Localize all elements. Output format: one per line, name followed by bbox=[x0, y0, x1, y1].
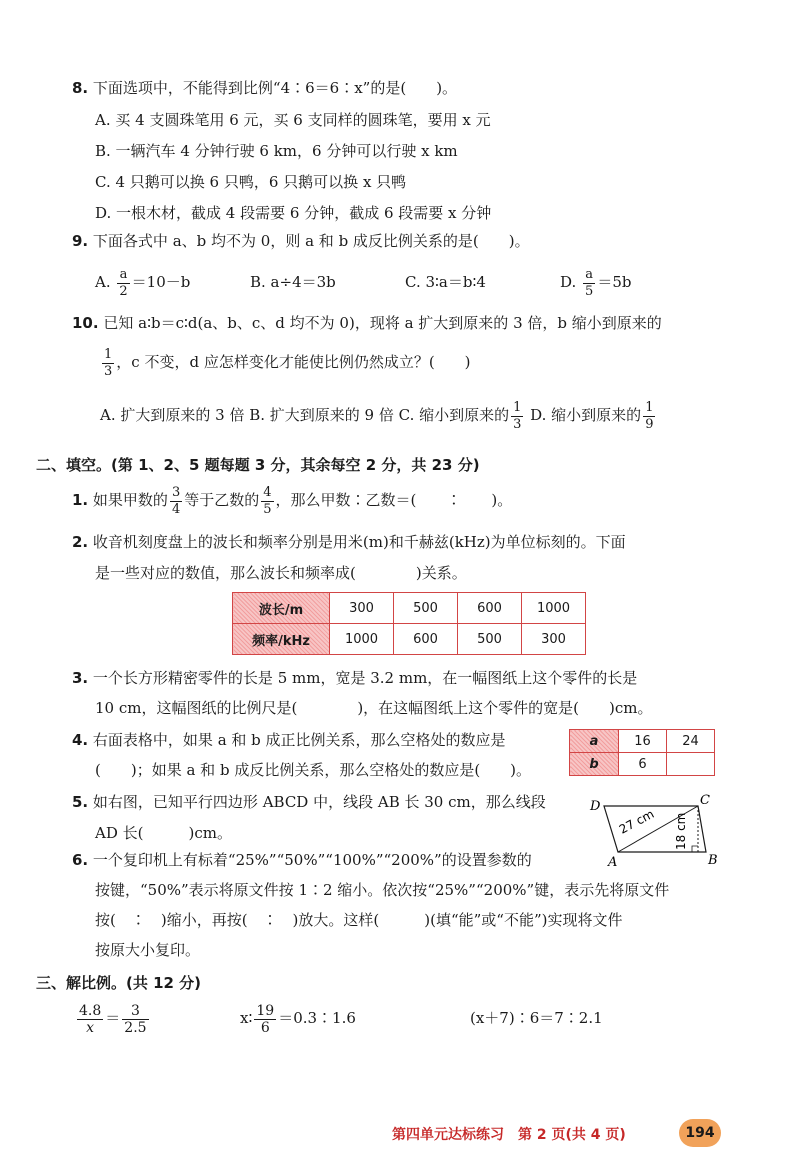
q9-a-label: A. bbox=[95, 273, 111, 291]
f6-number: 6. bbox=[72, 851, 89, 869]
q8-stem bbox=[72, 78, 457, 98]
f1-text2: 等于乙数的 bbox=[184, 491, 260, 509]
q9-stem bbox=[72, 231, 530, 251]
row-label-a: a bbox=[570, 730, 619, 753]
f5-line1 bbox=[72, 792, 546, 812]
f1-fraction1: $\frac{3}{4}$ bbox=[171, 484, 181, 517]
table-cell: 24 bbox=[667, 730, 715, 753]
section-3-heading: 三、解比例。(共 12 分) bbox=[36, 974, 202, 992]
f1-fraction2: $\frac{4}{5}$ bbox=[263, 484, 272, 517]
q8-option-d: D. 一根木材，截成 4 段需要 6 分钟，截成 6 段需要 x 分钟 bbox=[95, 204, 492, 222]
q9-text: 下面各式中 a、b 均不为 0，则 a 和 b 成反比例关系的是( )。 bbox=[92, 232, 530, 250]
q8-option-a: A. 买 4 支圆珠笔用 6 元，买 6 支同样的圆珠笔，要用 x 元 bbox=[95, 111, 491, 129]
f6-line2: 按键，“50%”表示将原文件按 1∶2 缩小。依次按“25%”“200%”键，表示先将原文件 bbox=[95, 881, 670, 899]
table-cell: 500 bbox=[394, 593, 458, 624]
table-row bbox=[233, 593, 586, 624]
row-label-wavelength: 波长/m bbox=[233, 593, 330, 624]
footer-text: 第四单元达标练习 第 2 页(共 4 页) bbox=[392, 1127, 626, 1143]
table-cell: 600 bbox=[394, 624, 458, 655]
parallelogram-figure bbox=[582, 790, 722, 870]
right-angle-mark bbox=[692, 846, 698, 852]
f3-text1: 一个长方形精密零件的长是 5 mm，宽是 3.2 mm，在一幅图纸上这个零件的长是 bbox=[92, 669, 638, 687]
f6-line3: 按( ∶ )缩小，再按( ∶ )放大。这样( )(填“能”或“不能”)实现将文件 bbox=[95, 911, 623, 929]
q9-a-rest: ＝10－b bbox=[131, 273, 191, 291]
q10-c-fraction: $\frac{1}{3}$ bbox=[513, 399, 522, 432]
q10-d-fraction: $\frac{1}{9}$ bbox=[645, 399, 654, 432]
q10-text2: ，c 不变，d 应怎样变化才能使比例仍然成立？( ) bbox=[116, 353, 471, 371]
f6-line4: 按原大小复印。 bbox=[95, 941, 201, 959]
q9-option-d bbox=[560, 264, 631, 300]
row-label-b: b bbox=[570, 753, 619, 776]
table-cell: 500 bbox=[458, 624, 522, 655]
vertex-c-label: C bbox=[700, 793, 710, 808]
eq2-prefix: x∶ bbox=[240, 1009, 253, 1027]
f4-text1: 右面表格中，如果 a 和 b 成正比例关系，那么空格处的数应是 bbox=[92, 731, 506, 749]
table-cell: 300 bbox=[330, 593, 394, 624]
eq2-fraction: $\frac{19}{6}$ bbox=[256, 1002, 275, 1036]
f5-number: 5. bbox=[72, 793, 89, 811]
table-cell-empty bbox=[667, 753, 715, 776]
proportion-equation-1 bbox=[75, 998, 151, 1038]
q9-a-fraction: $\frac{a}{2}$ bbox=[119, 266, 128, 299]
table-cell: 1000 bbox=[330, 624, 394, 655]
f5-text1: 如右图，已知平行四边形 ABCD 中，线段 AB 长 30 cm，那么线段 bbox=[92, 793, 546, 811]
table-cell: 1000 bbox=[522, 593, 586, 624]
q10-text1: 已知 a∶b＝c∶d(a、b、c、d 均不为 0)，现将 a 扩大到原来的 3 倍，b 缩小到原来的 bbox=[103, 314, 662, 332]
vertex-d-label: D bbox=[590, 799, 601, 814]
q10-options bbox=[100, 396, 657, 434]
f5-line2: AD 长( )cm。 bbox=[95, 824, 232, 842]
table-cell: 600 bbox=[458, 593, 522, 624]
f6-text1: 一个复印机上有标着“25%”“50%”“100%”“200%”的设置参数的 bbox=[92, 851, 532, 869]
q8-number: 8. bbox=[72, 79, 89, 97]
table-cell: 300 bbox=[522, 624, 586, 655]
q9-option-c: C. 3∶a＝b∶4 bbox=[405, 273, 486, 291]
q9-option-a bbox=[95, 264, 190, 300]
table-row bbox=[570, 730, 715, 753]
q10-line2 bbox=[100, 344, 471, 380]
f6-line1 bbox=[72, 850, 532, 870]
q9-d-rest: ＝5b bbox=[597, 273, 632, 291]
table-row bbox=[570, 753, 715, 776]
eq1-equals: ＝ bbox=[105, 1009, 121, 1027]
q8-text: 下面选项中，不能得到比例“4∶6＝6∶x”的是( )。 bbox=[92, 79, 458, 97]
q9-d-fraction: $\frac{a}{5}$ bbox=[585, 266, 594, 299]
q8-option-c: C. 4 只鹅可以换 6 只鸭，6 只鹅可以换 x 只鸭 bbox=[95, 173, 407, 191]
f2-line1 bbox=[72, 532, 626, 552]
f3-line1 bbox=[72, 668, 637, 688]
f1-text3: ，那么甲数∶乙数＝( ∶ )。 bbox=[275, 491, 513, 509]
row-label-frequency: 频率/kHz bbox=[233, 624, 330, 655]
proportion-equation-2 bbox=[240, 998, 356, 1038]
table-row bbox=[233, 624, 586, 655]
wavelength-frequency-table bbox=[232, 592, 586, 655]
f2-line2: 是一些对应的数值，那么波长和频率成( )关系。 bbox=[95, 564, 467, 582]
q10-options-abc: A. 扩大到原来的 3 倍 B. 扩大到原来的 9 倍 C. 缩小到原来的 bbox=[100, 406, 510, 424]
q10-fraction: $\frac{1}{3}$ bbox=[104, 346, 113, 379]
section-2-heading: 二、填空。(第 1、2、5 题每题 3 分，其余每空 2 分，共 23 分) bbox=[36, 456, 480, 474]
f1-number: 1. bbox=[72, 491, 89, 509]
table-cell: 6 bbox=[619, 753, 667, 776]
f3-number: 3. bbox=[72, 669, 89, 687]
f3-line2: 10 cm，这幅图纸的比例尺是( )，在这幅图纸上这个零件的宽是( )cm。 bbox=[95, 699, 653, 717]
vertex-a-label: A bbox=[608, 855, 618, 870]
q9-option-b: B. a÷4＝3b bbox=[250, 273, 336, 291]
q10-line1 bbox=[72, 313, 662, 333]
f1-line bbox=[72, 480, 512, 520]
proportion-equation-3: (x＋7)∶6＝7∶2.1 bbox=[470, 1009, 603, 1027]
page-number-badge: 194 bbox=[679, 1119, 721, 1147]
f2-number: 2. bbox=[72, 533, 89, 551]
vertex-b-label: B bbox=[708, 853, 718, 868]
q8-option-b: B. 一辆汽车 4 分钟行驶 6 km，6 分钟可以行驶 x km bbox=[95, 142, 458, 160]
f4-line1 bbox=[72, 730, 506, 750]
q9-number: 9. bbox=[72, 232, 89, 250]
q10-option-d: D. 缩小到原来的 bbox=[525, 406, 642, 424]
q10-number: 10. bbox=[72, 314, 99, 332]
eq2-suffix: ＝0.3∶1.6 bbox=[278, 1009, 356, 1027]
f4-number: 4. bbox=[72, 731, 89, 749]
table-cell: 16 bbox=[619, 730, 667, 753]
ab-table bbox=[569, 729, 715, 776]
eq1-fraction-right: $\frac{3}{2.5}$ bbox=[124, 1002, 147, 1036]
f1-text1: 如果甲数的 bbox=[92, 491, 168, 509]
length-18cm-label: 18 cm bbox=[674, 812, 688, 850]
q9-d-label: D. bbox=[560, 273, 577, 291]
eq1-fraction-left: $\frac{4.8}{x}$ bbox=[79, 1002, 102, 1036]
f2-text1: 收音机刻度盘上的波长和频率分别是用米(m)和千赫兹(kHz)为单位标刻的。下面 bbox=[92, 533, 626, 551]
f4-line2: ( )；如果 a 和 b 成反比例关系，那么空格处的数应是( )。 bbox=[95, 761, 532, 779]
length-27cm-label: 27 cm bbox=[616, 806, 657, 837]
